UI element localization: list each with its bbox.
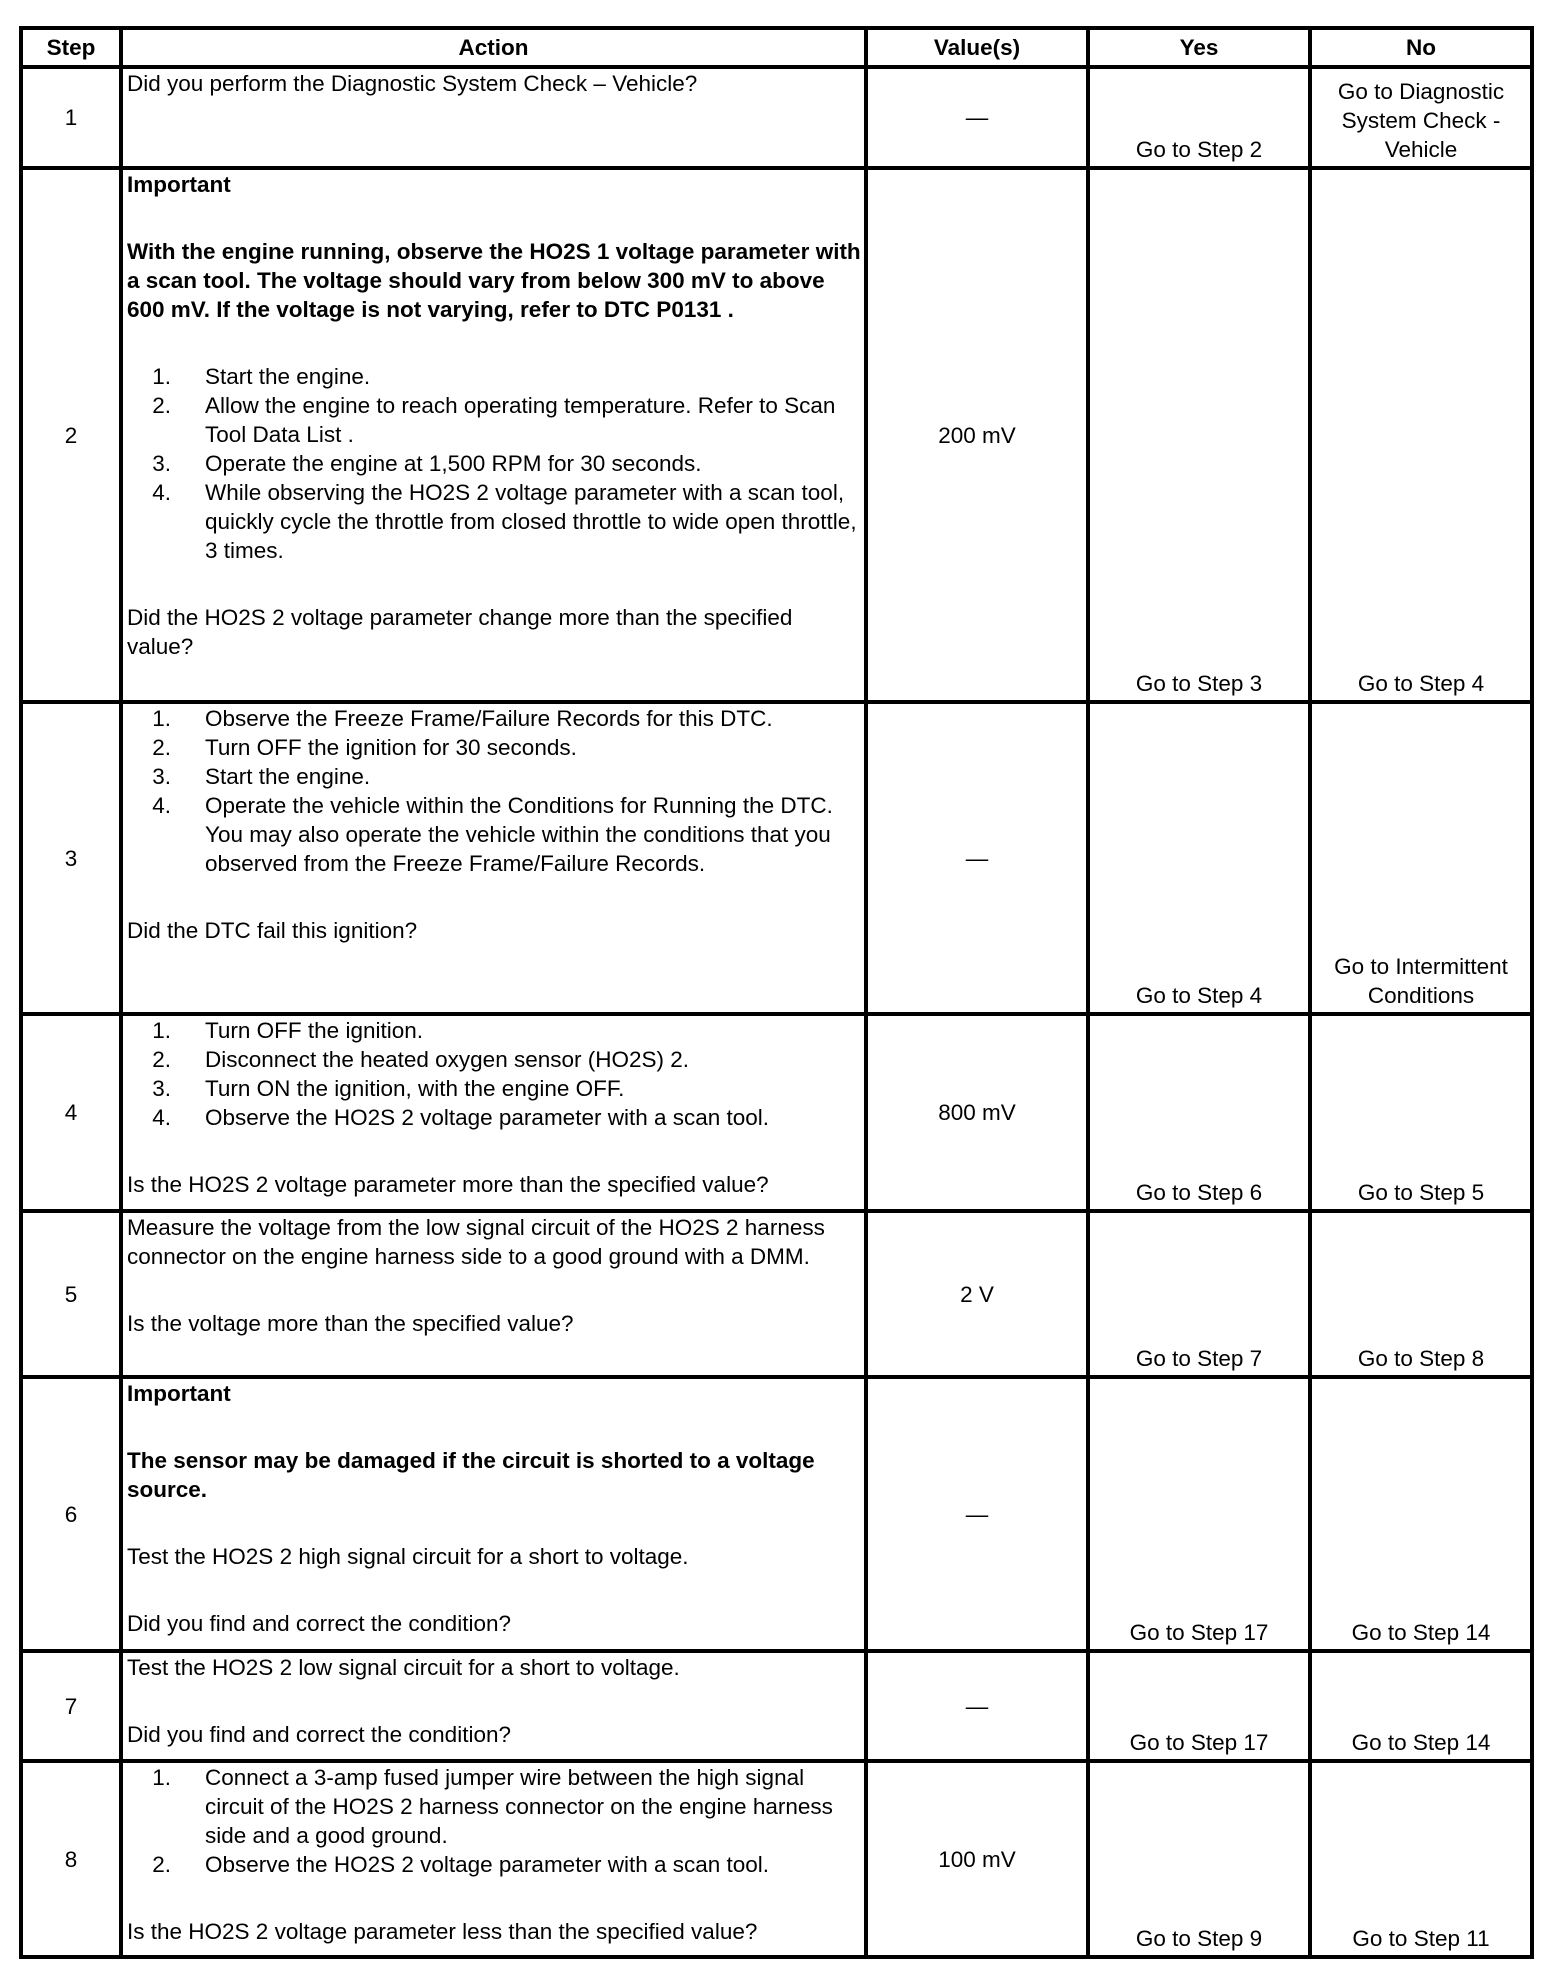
step-number: 4 xyxy=(21,1014,121,1211)
value-cell: 800 mV xyxy=(866,1014,1088,1211)
list-item: 3. Start the engine. xyxy=(152,764,371,789)
list-item: 2. Observe the HO2S 2 voltage parameter with a scan tool. xyxy=(152,1852,770,1877)
step-number: 3 xyxy=(21,702,121,1014)
procedure-list xyxy=(127,1763,861,1879)
step-number: 1 xyxy=(21,67,121,168)
question: Is the HO2S 2 voltage parameter more than the specified value? xyxy=(127,1172,769,1197)
table-row xyxy=(21,702,1532,1014)
action-cell xyxy=(121,168,866,702)
action-cell xyxy=(121,702,866,1014)
value-cell: 2 V xyxy=(866,1211,1088,1377)
question: Did the DTC fail this ignition? xyxy=(127,918,418,943)
procedure-list xyxy=(127,704,861,878)
no-cell: Go to Diagnostic System Check - Vehicle xyxy=(1310,67,1532,168)
important-label: Important xyxy=(127,1381,231,1406)
list-item: 2. Turn OFF the ignition for 30 seconds. xyxy=(152,735,577,760)
question: Is the voltage more than the specified value? xyxy=(127,1311,574,1336)
no-cell: Go to Step 14 xyxy=(1310,1651,1532,1761)
question: Did the HO2S 2 voltage parameter change more than the specified value? xyxy=(127,605,793,659)
yes-cell: Go to Step 7 xyxy=(1088,1211,1310,1377)
step-number: 5 xyxy=(21,1211,121,1377)
no-cell: Go to Step 5 xyxy=(1310,1014,1532,1211)
table-row xyxy=(21,1377,1532,1651)
step-number: 8 xyxy=(21,1761,121,1957)
action-cell xyxy=(121,1014,866,1211)
header-step: Step xyxy=(21,28,121,67)
header-no: No xyxy=(1310,28,1532,67)
important-label: Important xyxy=(127,172,231,197)
question: Is the HO2S 2 voltage parameter less than the specified value? xyxy=(127,1919,758,1944)
no-cell: Go to Step 11 xyxy=(1310,1761,1532,1957)
header-row xyxy=(21,28,1532,67)
yes-cell: Go to Step 17 xyxy=(1088,1651,1310,1761)
important-note: With the engine running, observe the HO2S 1 voltage parameter with a scan tool. The voltage should vary from below 300 mV to above 600 mV. If the voltage is not varying, refer to DTC P0131 . xyxy=(127,239,861,322)
table-row xyxy=(21,67,1532,168)
header-action: Action xyxy=(121,28,866,67)
action-cell xyxy=(121,1211,866,1377)
step-number: 7 xyxy=(21,1651,121,1761)
list-item: 2. Disconnect the heated oxygen sensor (HO2S) 2. xyxy=(152,1047,690,1072)
value-cell: — xyxy=(866,702,1088,1014)
list-item: 1. Turn OFF the ignition. xyxy=(152,1018,424,1043)
list-item: 1. Observe the Freeze Frame/Failure Records for this DTC. xyxy=(152,706,773,731)
list-item: 3. Turn ON the ignition, with the engine OFF. xyxy=(152,1076,625,1101)
value-cell: — xyxy=(866,67,1088,168)
yes-cell: Go to Step 3 xyxy=(1088,168,1310,702)
question: Did you find and correct the condition? xyxy=(127,1722,511,1747)
table-row xyxy=(21,1014,1532,1211)
no-cell: Go to Step 8 xyxy=(1310,1211,1532,1377)
list-item: 4. While observing the HO2S 2 voltage parameter with a scan tool, quickly cycle the throttle from closed throttle to wide open throttle, 3 times. xyxy=(152,480,857,563)
procedure-list xyxy=(127,1016,861,1132)
table-row xyxy=(21,1651,1532,1761)
table-row xyxy=(21,1211,1532,1377)
action-cell xyxy=(121,1761,866,1957)
procedure-list xyxy=(127,362,861,565)
no-cell: Go to Intermittent Conditions xyxy=(1310,702,1532,1014)
instruction: Test the HO2S 2 low signal circuit for a short to voltage. xyxy=(127,1655,680,1680)
header-yes: Yes xyxy=(1088,28,1310,67)
value-cell: — xyxy=(866,1377,1088,1651)
list-item: 2. Allow the engine to reach operating temperature. Refer to Scan Tool Data List . xyxy=(152,393,836,447)
list-item: 1. Connect a 3-amp fused jumper wire between the high signal circuit of the HO2S 2 harness connector on the engine harness side and a good ground. xyxy=(152,1765,833,1848)
value-cell: — xyxy=(866,1651,1088,1761)
action-cell xyxy=(121,67,866,168)
action-cell xyxy=(121,1377,866,1651)
value-cell: 100 mV xyxy=(866,1761,1088,1957)
value-cell: 200 mV xyxy=(866,168,1088,702)
table-row xyxy=(21,1761,1532,1957)
instruction: Test the HO2S 2 high signal circuit for a short to voltage. xyxy=(127,1544,689,1569)
yes-cell: Go to Step 17 xyxy=(1088,1377,1310,1651)
question: Did you find and correct the condition? xyxy=(127,1611,511,1636)
yes-cell: Go to Step 4 xyxy=(1088,702,1310,1014)
list-item: 4. Observe the HO2S 2 voltage parameter with a scan tool. xyxy=(152,1105,770,1130)
action-cell xyxy=(121,1651,866,1761)
table-row xyxy=(21,168,1532,702)
list-item: 4. Operate the vehicle within the Conditions for Running the DTC. You may also operate the vehicle within the conditions that you observed from the Freeze Frame/Failure Records. xyxy=(152,793,833,876)
header-values: Value(s) xyxy=(866,28,1088,67)
diagnostic-table xyxy=(19,26,1534,1959)
step-number: 6 xyxy=(21,1377,121,1651)
important-note: The sensor may be damaged if the circuit is shorted to a voltage source. xyxy=(127,1448,815,1502)
list-item: 1. Start the engine. xyxy=(152,364,371,389)
no-cell: Go to Step 14 xyxy=(1310,1377,1532,1651)
instruction: Measure the voltage from the low signal circuit of the HO2S 2 harness connector on the engine harness side to a good ground with a DMM. xyxy=(127,1215,825,1269)
question: Did you perform the Diagnostic System Check – Vehicle? xyxy=(127,71,698,96)
no-cell: Go to Step 4 xyxy=(1310,168,1532,702)
list-item: 3. Operate the engine at 1,500 RPM for 30 seconds. xyxy=(152,451,702,476)
step-number: 2 xyxy=(21,168,121,702)
yes-cell: Go to Step 6 xyxy=(1088,1014,1310,1211)
yes-cell: Go to Step 2 xyxy=(1088,67,1310,168)
yes-cell: Go to Step 9 xyxy=(1088,1761,1310,1957)
